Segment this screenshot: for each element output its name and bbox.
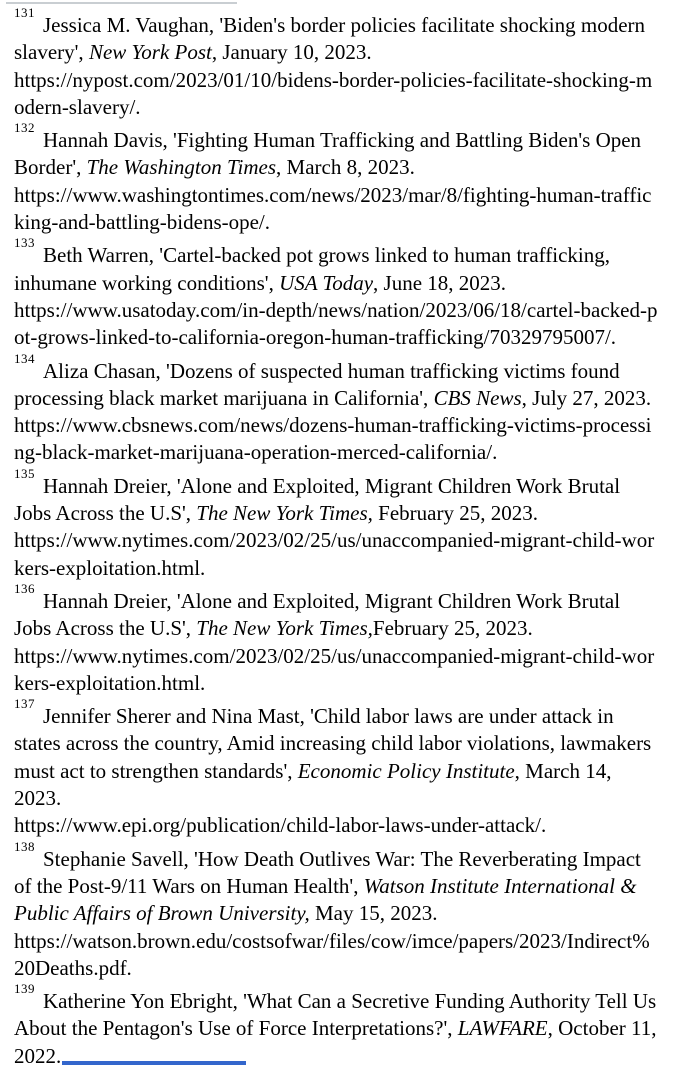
footnote-138 (14, 840, 659, 982)
publication-name: Economic Policy Institute (297, 758, 515, 783)
cutoff-hyperlink-fragment (62, 1061, 246, 1065)
footnote-number: 138 (14, 838, 35, 854)
footnote-135 (14, 467, 659, 582)
footnote-text: Beth Warren, 'Cartel-backed pot grows linked to human trafficking, inhumane working conditions', (14, 243, 610, 295)
footnote-number: 131 (14, 5, 35, 20)
footnote-text: , March 8, 2023. (276, 155, 415, 180)
footnote-text: , July 27, 2023. (521, 385, 652, 410)
footnote-number: 139 (14, 981, 35, 997)
footnote-text: May 15, 2023. (309, 901, 438, 926)
footnote-url: https://www.nytimes.com/2023/02/25/us/unaccompanied-migrant-child-workers-exploitation.html. (14, 528, 655, 580)
publication-name: The Washington Times (86, 155, 277, 180)
footnote-number: 132 (14, 120, 35, 136)
footnote-text: , June 18, 2023. (373, 270, 507, 295)
page-top-rule-fragment (6, 2, 237, 4)
footnote-136 (14, 582, 659, 697)
footnote-url: https://www.cbsnews.com/news/dozens-human-trafficking-victims-processing-black-market-marijuana-operation-merced-california/. (14, 413, 652, 465)
footnote-url: https://nypost.com/2023/01/10/bidens-border-policies-facilitate-shocking-modern-slavery/. (14, 67, 653, 119)
footnote-text: Jennifer Sherer and Nina Mast, 'Child labor laws are under attack in states across the country, Amid increasing child labor violations, lawmakers must act to strengthen standards', (14, 704, 652, 783)
footnote-number: 135 (14, 465, 35, 481)
footnote-132 (14, 121, 659, 236)
footnote-text: , January 10, 2023. (211, 40, 372, 65)
footnote-url: https://www.usatoday.com/in-depth/news/nation/2023/06/18/cartel-backed-pot-grows-linked-to-california-oregon-human-trafficking/70329795007/. (14, 297, 658, 350)
publication-name: CBS News (433, 385, 522, 410)
footnote-137 (14, 697, 659, 839)
footnote-url: https://www.washingtontimes.com/news/2023/mar/8/fighting-human-trafficking-and-battling-bidens-ope/. (14, 182, 652, 235)
footnote-number: 137 (14, 696, 35, 712)
footnote-url: https://www.epi.org/publication/child-labor-laws-under-attack/. (14, 813, 547, 838)
footnote-text: Stephanie Savell, 'How Death Outlives War: The Reverberating Impact of the Post-9/11 Wars on Human Health', (14, 846, 641, 898)
footnote-133 (14, 236, 659, 351)
footnote-text: Katherine Yon Ebright, 'What Can a Secretive Funding Authority Tell Us About the Pentagon's Use of Force Interpretations?', (14, 989, 657, 1041)
footnotes-section (14, 6, 659, 1070)
publication-name: The New York Times, (196, 616, 373, 641)
footnote-text: February 25, 2023. (372, 501, 538, 526)
footnote-text: Hannah Dreier, 'Alone and Exploited, Migrant Children Work Brutal Jobs Across the U.S', (14, 473, 621, 526)
footnote-139 (14, 982, 659, 1070)
footnote-url: https://www.nytimes.com/2023/02/25/us/unaccompanied-migrant-child-workers-exploitation.html. (14, 643, 655, 695)
publication-name: USA Today (279, 270, 374, 295)
publication-name: The New York Times, (196, 501, 373, 526)
footnote-text: February 25, 2023. (372, 616, 533, 641)
footnote-text: , October 11, 2022. (14, 1016, 657, 1068)
footnote-131 (14, 6, 659, 121)
publication-name: New York Post (88, 40, 212, 65)
publication-name: Watson Institute International & Public Affairs of Brown University, (14, 873, 637, 926)
footnote-text: Hannah Davis, 'Fighting Human Trafficking and Battling Biden's Open Border', (14, 128, 642, 180)
footnote-text: , March 14, 2023. (14, 758, 612, 811)
footnote-url: https://watson.brown.edu/costsofwar/files/cow/imce/papers/2023/Indirect%20Deaths.pdf. (14, 928, 650, 980)
footnote-text: Aliza Chasan, 'Dozens of suspected human trafficking victims found processing black market marijuana in California', (14, 358, 620, 410)
footnote-number: 136 (14, 580, 35, 596)
publication-name: LAWFARE (457, 1016, 548, 1041)
footnote-134 (14, 352, 659, 467)
footnote-text: Jessica M. Vaughan, 'Biden's border policies facilitate shocking modern slavery', (14, 13, 646, 65)
footnote-text: Hannah Dreier, 'Alone and Exploited, Migrant Children Work Brutal Jobs Across the U.S', (14, 588, 621, 641)
footnote-number: 133 (14, 235, 35, 251)
footnote-number: 134 (14, 350, 35, 366)
